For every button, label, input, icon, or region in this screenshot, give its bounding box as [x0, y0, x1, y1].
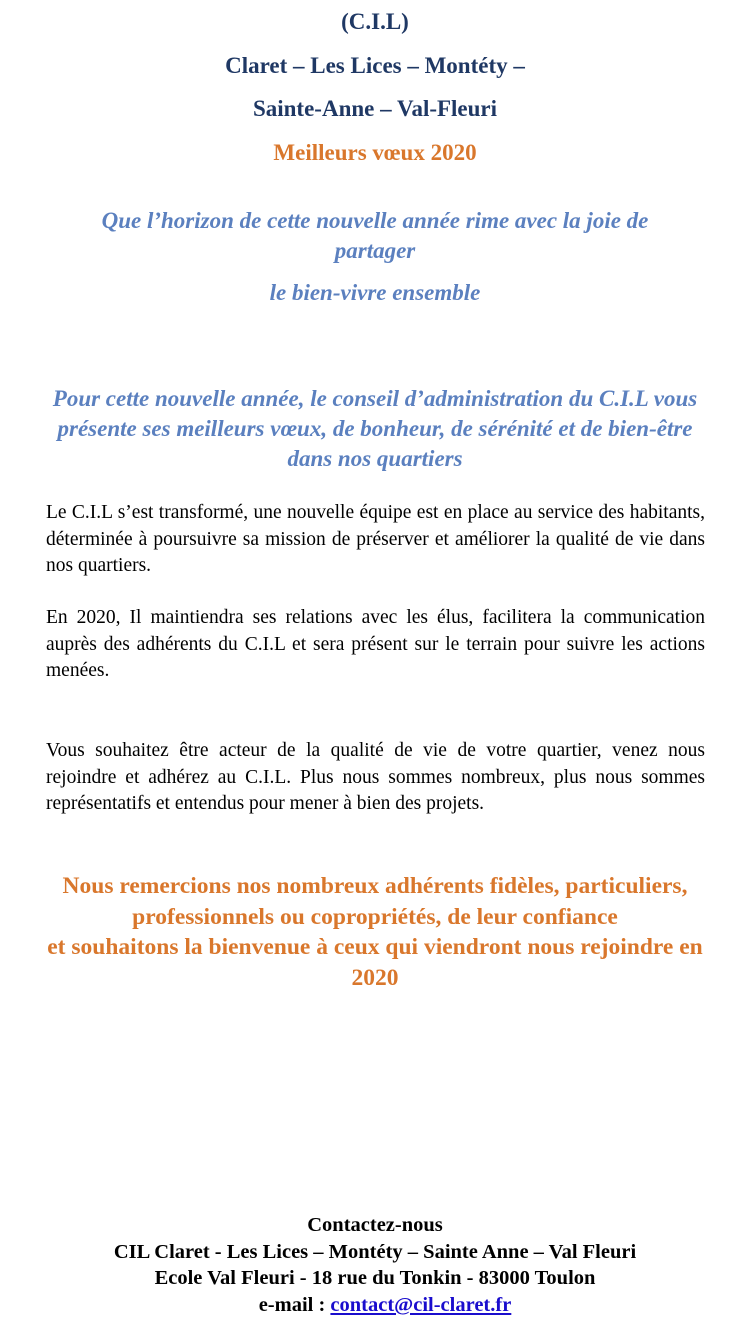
tagline-line-1: Que l’horizon de cette nouvelle année rime avec la joie de partager	[101, 208, 649, 263]
email-link[interactable]: contact@cil-claret.fr	[330, 1294, 512, 1316]
neighborhoods-line-2: Sainte-Anne – Val-Fleuri	[252, 96, 498, 121]
thanks-line-2: professionnels ou copropriétés, de leur confiance	[132, 903, 618, 930]
contact-address: Ecole Val Fleuri - 18 rue du Tonkin - 83000 Toulon	[154, 1267, 596, 1289]
thanks-block	[45, 871, 705, 993]
greeting-title: Meilleurs vœux 2020	[273, 140, 477, 165]
tagline-line-2: le bien-vivre ensemble	[269, 280, 481, 305]
contact-email-row	[10, 1292, 750, 1319]
paragraph-join-call: Vous souhaitez être acteur de la qualité de vie de votre quartier, venez nous rejoindre et adhérez au C.I.L. Plus nous sommes nombreux, plus nous sommes représentatifs et entendus pour mener à bien des projets.	[46, 740, 705, 814]
contact-org: CIL Claret - Les Lices – Montéty – Sainte Anne – Val Fleuri	[113, 1241, 637, 1263]
email-label: e-mail :	[258, 1294, 331, 1316]
board-wishes: Pour cette nouvelle année, le conseil d’administration du C.I.L vous présente ses meilleurs vœux, de bonheur, de sérénité et de bien-être dans nos quartiers	[52, 386, 698, 471]
paragraph-new-team: Le C.I.L s’est transformé, une nouvelle équipe est en place au service des habitants, déterminée à poursuivre sa mission de préserver et améliorer la qualité de vie dans nos quartiers.	[46, 502, 705, 576]
neighborhoods-line-1: Claret – Les Lices – Montéty –	[225, 53, 525, 78]
thanks-line-3: et souhaitons la bienvenue à ceux qui viendront nous rejoindre en 2020	[47, 934, 703, 991]
org-acronym: (C.I.L)	[341, 9, 409, 34]
contact-title: Contactez-nous	[307, 1214, 443, 1236]
thanks-line-1: Nous remercions nos nombreux adhérents fidèles, particuliers,	[62, 873, 688, 899]
paragraph-relations: En 2020, Il maintiendra ses relations avec les élus, facilitera la communication auprès des adhérents du C.I.L et sera présent sur le terrain pour suivre les actions menées.	[46, 607, 705, 681]
